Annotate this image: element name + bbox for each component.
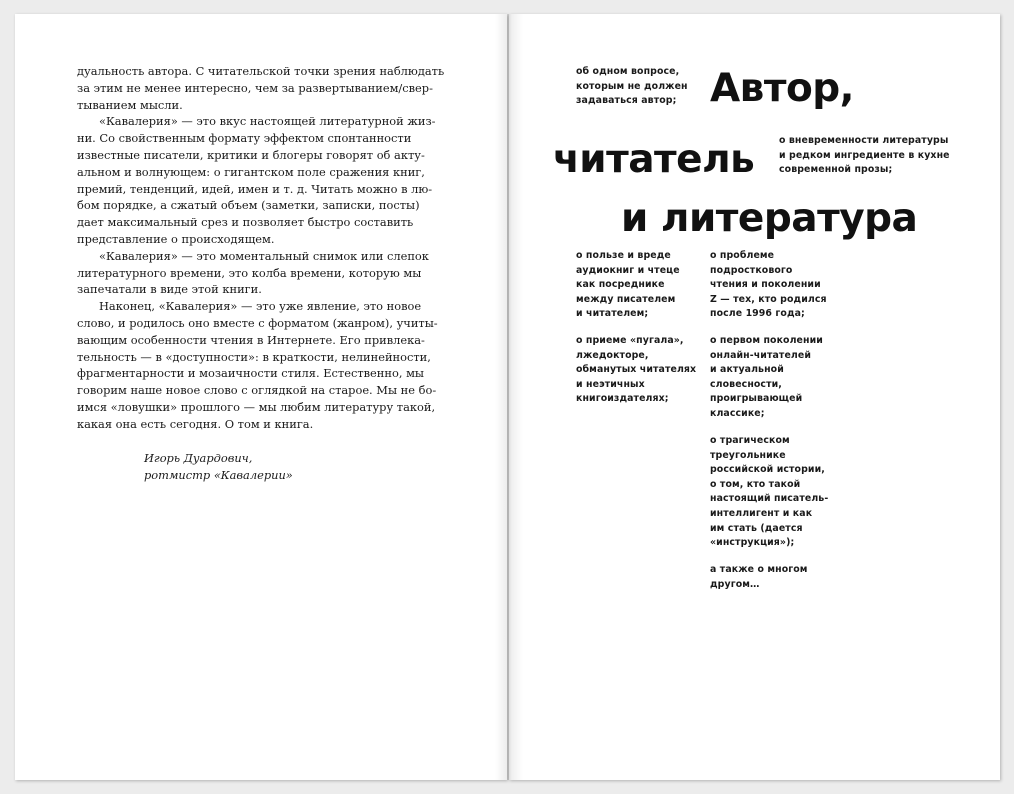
list-item: о пользе и вреде аудиокниг и чтеце как посреднике между писателем и читателем;	[576, 250, 680, 320]
list-item: а также о многом другом…	[710, 564, 808, 590]
title-line-1: Автор,	[710, 66, 854, 111]
left-page	[15, 14, 507, 780]
note-top-left: об одном вопросе, которым не должен задаваться автор;	[576, 66, 688, 107]
book-spine-shadow	[495, 14, 523, 780]
title-line-3: и литература	[621, 196, 918, 241]
list-item: о проблеме подросткового чтения и поколении Z — тех, кто родился после 1996 года;	[710, 250, 827, 320]
signature: Игорь Дуардович, ротмистр «Кавалерии»	[144, 451, 293, 482]
paragraph: «Кавалерия» — это моментальный снимок или слепок литературного времени, это колба времени, которую мы запечатали в виде этой книги.	[77, 248, 429, 297]
paragraph: Наконец, «Кавалерия» — это уже явление, это новое слово, и родилось оно вместе с форматом (жанром), учиты- вающим особенности чтения в Интернете. Его привлека- тельность — в «доступности»: в краткости, нелинейности, фрагментарности и мозаичности стиля. Естественно, мы говорим наше новое слово с оглядкой на старое. Мы не бо- имся «ловушки» прошлого — мы любим литературу такой, какая она есть сегодня. О том и книга.	[77, 299, 438, 431]
paragraph: дуальность автора. С читательской точки зрения наблюдать за этим не менее интересно, чем за развертыванием/свер- тыванием мысли.	[77, 64, 445, 112]
list-item: о приеме «пугала», лжедокторе, обманутых читателях и неэтичных книгоиздателях;	[576, 335, 697, 405]
list-item: о первом поколении онлайн-читателей и актуальной словесности, проигрывающей классике;	[710, 335, 823, 419]
body-text	[77, 63, 445, 433]
paragraph: «Кавалерия» — это вкус настоящей литературной жиз- ни. Со свойственным формату эффектом спонтанности известные писатели, критики и блогеры говорят об акту- альном и волнующем: о гигантском поле сражения книг, премий, тенденций, идей, имен и т. д. Читать можно в лю- бом порядке, а сжатый объем (заметки, записки, посты) дает максимальный срез и позволяет быстро составить представление о происходящем.	[77, 114, 436, 246]
title-line-2: читатель	[553, 137, 755, 182]
list-item: о трагическом треугольнике российской истории, о том, кто такой настоящий писатель- интеллигент и как им стать (дается «инструкция»);	[710, 435, 829, 549]
right-page	[509, 14, 1000, 780]
note-top-right: о вневременности литературы и редком ингредиенте в кухне современной прозы;	[779, 135, 950, 176]
